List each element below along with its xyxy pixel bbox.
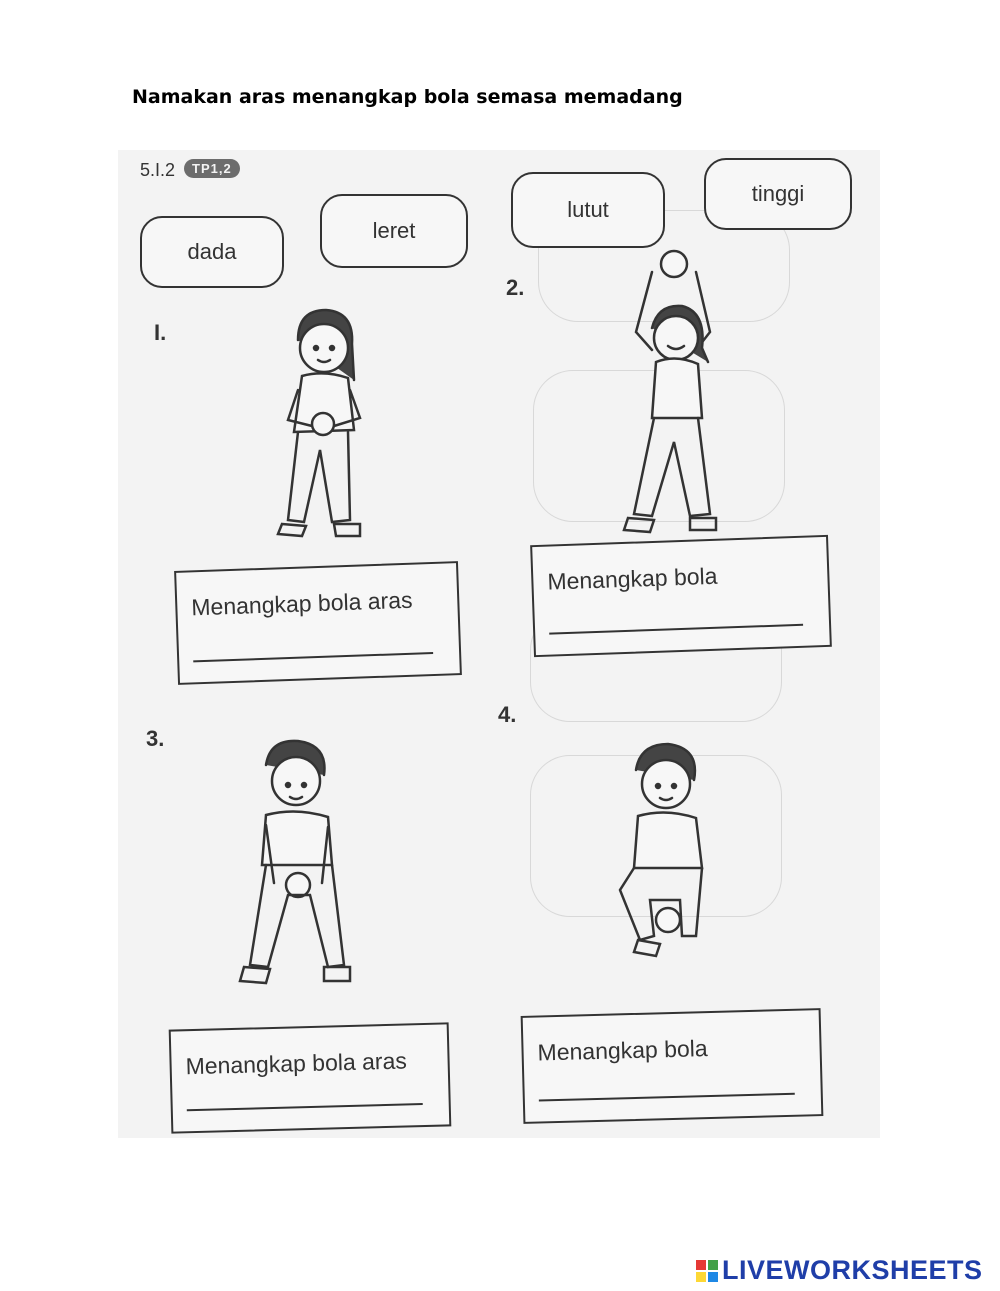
logo-mark-icon [696, 1260, 718, 1282]
answer-prefix-4: Menangkap bola [537, 1035, 708, 1066]
figure-ground-catch [610, 740, 720, 970]
answer-line-2[interactable] [549, 624, 803, 635]
liveworksheets-logo [696, 1255, 983, 1286]
answer-prefix-1: Menangkap bola aras [190, 586, 413, 621]
logo-square [696, 1272, 706, 1282]
answer-box-4 [521, 1008, 824, 1124]
answer-box-3 [169, 1022, 452, 1133]
figure-chest-catch [268, 300, 378, 560]
answer-prefix-2: Menangkap bola [546, 562, 718, 595]
brand-name: LIVEWORKSHEETS [722, 1255, 983, 1285]
question-1-number: I. [154, 320, 167, 345]
logo-square [708, 1272, 718, 1282]
word-box-lutut: lutut [511, 172, 665, 248]
answer-line-3[interactable] [187, 1103, 423, 1111]
question-2-number: 2. [506, 275, 525, 300]
page-title: Namakan aras menangkap bola semasa memadang [132, 86, 683, 108]
tp-badge: TP1,2 [184, 159, 240, 178]
figure-knee-catch [236, 735, 356, 995]
question-4-number: 4. [498, 702, 517, 727]
word-box-dada: dada [140, 216, 284, 288]
word-box-tinggi: tinggi [704, 158, 852, 230]
word-box-leret: leret [320, 194, 468, 268]
answer-prefix-3: Menangkap bola aras [185, 1047, 408, 1080]
question-3-number: 3. [146, 726, 165, 751]
answer-box-2 [530, 535, 832, 657]
answer-line-1[interactable] [193, 652, 433, 662]
logo-square [708, 1260, 718, 1270]
answer-box-1 [174, 561, 462, 685]
logo-square [696, 1260, 706, 1270]
answer-line-4[interactable] [539, 1093, 795, 1102]
worksheet-scan [118, 150, 880, 1138]
worksheet-code: 5.I.2 [140, 160, 176, 180]
figure-high-catch [618, 242, 728, 542]
